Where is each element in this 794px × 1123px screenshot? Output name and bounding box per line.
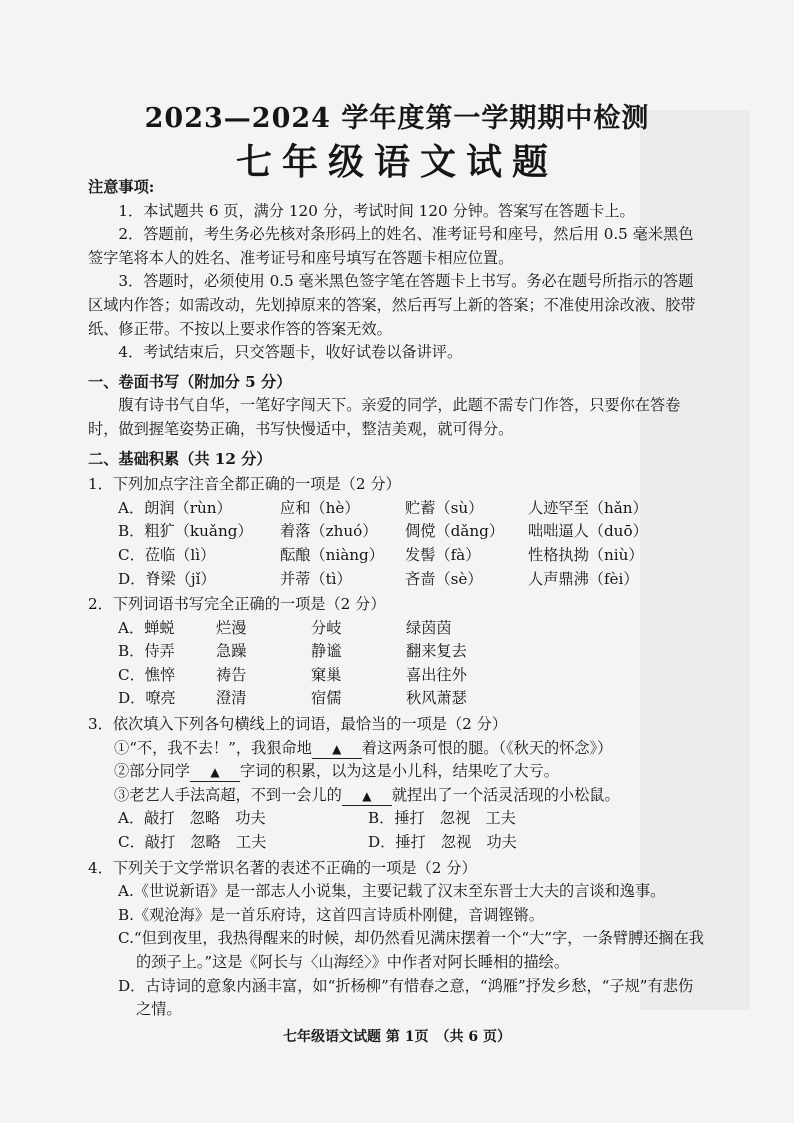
q4-option-b: B.《观沧海》是一首乐府诗，这首四言诗质朴刚健，音调铿锵。 <box>118 905 545 924</box>
notes-item-3: 3．答题时，必须使用 0.5 毫米黑色签字笔在答题卡上书写。务必在题号所指示的答题区域内作答；如需改动，先划掉原来的答案，然后再写上新的答案；不准使用涂改液、胶带纸、修正带。不按以上要求作答的答案无效。 <box>88 272 696 338</box>
q1-cell: 吝啬（sè） <box>405 569 483 588</box>
q1-cell: 人声鼎沸（fèi） <box>528 569 639 588</box>
q2-option-row <box>88 687 708 711</box>
q3-s3-after: 就捏出了一个活灵活现的小松鼠。 <box>391 785 620 804</box>
q3-s2-before: ②部分同学 <box>114 762 190 781</box>
q3-blank-3: ▲ <box>342 787 392 806</box>
section1-text: 腹有诗书气自华，一笔好字闯天下。亲爱的同学，此题不需专门作答，只要你在答卷时，做到握笔姿势正确，书写快慢适中，整洁美观，就可得分。 <box>88 396 681 438</box>
q1-stem: 1．下列加点字注音全都正确的一项是（2 分） <box>88 475 401 494</box>
q2-cell: 祷告 <box>216 665 247 684</box>
q3-s1-before: ①“不，我不去！”，我狠命地 <box>114 738 312 757</box>
q1-option-row <box>88 497 708 521</box>
q1-cell: 性格执拗（niù） <box>528 545 644 564</box>
notes-item-2: 2．答题前，考生务必先核对条形码上的姓名、准考证号和座号，然后用 0.5 毫米黑色签字笔将本人的姓名、准考证号和座号填写在答题卡相应位置。 <box>88 225 694 267</box>
q2-cell: 翻来复去 <box>406 642 467 661</box>
q3-option-d: D．捶打 忽视 功夫 <box>368 833 517 852</box>
q2-cell: 秋风萧瑟 <box>406 689 467 708</box>
q1-cell: 着落（zhuó） <box>280 522 378 541</box>
q3-blank-1: ▲ <box>312 740 362 759</box>
q2-cell: D．嘹亮 <box>118 689 176 708</box>
q2-cell: A．蝉蜕 <box>118 618 175 637</box>
q1-cell: 倜傥（dǎng） <box>405 522 505 541</box>
q3-s2-after: 字词的积累，以为这是小儿科，结果吃了大亏。 <box>239 762 559 781</box>
q1-option-row <box>88 568 708 592</box>
q4-option-d: D．古诗词的意象内涵丰富，如“折杨柳”有惜春之意，“鸿雁”抒发乡愁，“子规”有悲伤之情。 <box>118 976 694 1019</box>
q1-cell: 并蒂（tì） <box>280 569 352 588</box>
q2-cell: 喜出往外 <box>406 665 467 684</box>
q2-cell: 宿儒 <box>311 689 342 708</box>
q3-stem: 3．依次填入下列各句横线上的词语，最恰当的一项是（2 分） <box>88 715 508 734</box>
q3-option-b: B．捶打 忽视 工夫 <box>368 809 516 828</box>
exam-title: 2023—2024 学年度第一学期期中检测 <box>144 103 650 134</box>
page-footer: 七年级语文试题 第 1页 （共 6 页） <box>283 1029 511 1045</box>
notes-heading: 注意事项: <box>88 178 155 196</box>
q1-cell: 应和（hè） <box>280 498 360 517</box>
q3-option-row <box>88 807 708 831</box>
q3-sentence-1 <box>88 737 708 761</box>
q1-cell: 人迹罕至（hǎn） <box>528 498 648 517</box>
q2-cell: 窠巢 <box>311 665 342 684</box>
q4-option-a: A.《世说新语》是一部志人小说集，主要记载了汉末至东晋士大夫的言谈和逸事。 <box>118 882 666 901</box>
q2-cell: 烂漫 <box>216 618 247 637</box>
q1-cell: 酝酿（niàng） <box>280 545 384 564</box>
q2-stem: 2．下列词语书写完全正确的一项是（2 分） <box>88 595 386 614</box>
q1-option-row <box>88 544 708 568</box>
q2-option-row <box>88 640 708 664</box>
q3-option-a: A．敲打 忽略 功夫 <box>118 809 266 828</box>
q2-option-row <box>88 617 708 641</box>
notes-item-4: 4．考试结束后，只交答题卡，收好试卷以备讲评。 <box>118 343 463 362</box>
notes-item-1: 1．本试题共 6 页，满分 120 分，考试时间 120 分钟。答案写在答题卡上。 <box>118 201 635 220</box>
q3-option-row <box>88 831 708 855</box>
q3-s3-before: ③老艺人手法高超，不到一会儿的 <box>114 785 342 804</box>
q3-sentence-2 <box>88 760 708 784</box>
q3-blank-2: ▲ <box>190 763 240 782</box>
section1-heading: 一、卷面书写（附加分 5 分） <box>88 372 292 391</box>
q4-option-c: C.“但到夜里，我热得醒来的时候，却仍然看见满床摆着一个“大”字，一条臂膊还搁在我的颈子上。”这是《阿长与〈山海经〉》中作者对阿长睡相的描绘。 <box>118 929 704 971</box>
q1-option-row <box>88 520 708 544</box>
q3-s1-after: 着这两条可恨的腿。（《秋天的怀念》） <box>361 738 613 757</box>
q2-cell: 急躁 <box>216 642 247 661</box>
exam-subtitle: 七年级语文试题 <box>235 141 558 183</box>
q1-cell: 发髻（fà） <box>405 545 481 564</box>
q3-option-c: C．敲打 忽略 工夫 <box>118 833 267 852</box>
q4-stem: 4．下列关于文学常识名著的表述不正确的一项是（2 分） <box>88 858 477 877</box>
q1-cell: 贮蓄（sù） <box>405 498 484 517</box>
q2-option-row <box>88 664 708 688</box>
q2-cell: B．侍弄 <box>118 642 175 661</box>
q1-cell: C．莅临（lì） <box>118 545 216 564</box>
exam-content <box>88 176 708 1022</box>
q2-cell: 静谧 <box>311 642 342 661</box>
q2-cell: 分岐 <box>311 618 342 637</box>
q2-cell: 绿茵茵 <box>406 618 452 637</box>
q1-cell: B．粗犷（kuǎng） <box>118 522 253 541</box>
q1-cell: A．朗润（rùn） <box>118 498 232 517</box>
section2-heading: 二、基础积累（共 12 分） <box>88 449 272 468</box>
q2-cell: 澄清 <box>216 689 247 708</box>
q2-cell: C．憔悴 <box>118 665 176 684</box>
q1-cell: D．脊梁（jǐ） <box>118 569 216 588</box>
q3-sentence-3 <box>88 784 708 808</box>
q1-cell: 咄咄逼人（duō） <box>528 522 648 541</box>
